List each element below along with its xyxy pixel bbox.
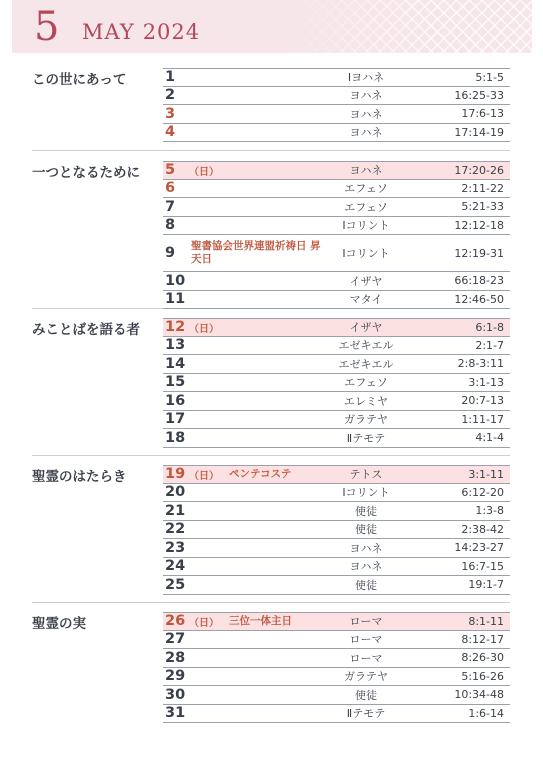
day-number: 11 xyxy=(165,291,186,308)
day-cell xyxy=(163,466,291,483)
day-number: 23 xyxy=(165,539,186,556)
verse-reference: 5:21-33 xyxy=(461,200,504,214)
sunday-marker: （日） xyxy=(189,470,219,482)
reading-row xyxy=(163,576,510,595)
verse-reference: 3:1-11 xyxy=(468,467,504,481)
day-number: 8 xyxy=(165,217,176,234)
book-name: マタイ xyxy=(349,293,383,307)
book-name: エゼキエル xyxy=(338,357,394,371)
day-number: 22 xyxy=(165,521,186,538)
day-number: 13 xyxy=(165,337,186,354)
day-cell xyxy=(163,69,187,86)
reading-row xyxy=(163,198,510,217)
day-cell xyxy=(163,87,187,105)
event-label: 聖書協会世界連盟祈祷日 昇天日 xyxy=(191,240,321,265)
verse-reference: 1:3-8 xyxy=(475,504,504,518)
section-divider xyxy=(32,150,510,151)
verse-reference: 6:1-8 xyxy=(475,320,504,334)
sunday-marker: （日） xyxy=(189,617,219,629)
book-name: エフェソ xyxy=(344,182,388,196)
day-number: 20 xyxy=(165,484,186,501)
verse-reference: 17:14-19 xyxy=(454,125,504,139)
reading-list xyxy=(163,68,510,142)
week-theme: 聖霊の実 xyxy=(32,616,86,632)
reading-row xyxy=(163,161,510,180)
verse-reference: 5:1-5 xyxy=(475,70,504,84)
week-theme: みことばを語る者 xyxy=(32,322,140,338)
event-label: ペンテコステ xyxy=(229,467,292,480)
reading-row xyxy=(163,521,510,540)
day-number: 10 xyxy=(165,272,186,289)
reading-row xyxy=(163,68,510,87)
header-pattern xyxy=(292,0,532,53)
book-name: エゼキエル xyxy=(338,339,394,353)
book-name: エフェソ xyxy=(344,200,388,214)
day-number: 14 xyxy=(165,355,186,372)
verse-reference: 12:12-18 xyxy=(454,218,504,232)
week-theme: 聖霊のはたらき xyxy=(32,469,127,485)
book-name: 使徒 xyxy=(355,523,377,537)
day-cell xyxy=(163,649,187,667)
day-number: 18 xyxy=(165,429,186,446)
day-cell xyxy=(163,539,187,557)
book-name: ローマ xyxy=(349,651,383,665)
reading-row xyxy=(163,180,510,199)
book-name: 使徒 xyxy=(355,688,377,702)
verse-reference: 3:1-13 xyxy=(468,375,504,389)
day-cell xyxy=(163,576,187,594)
reading-row xyxy=(163,272,510,291)
book-name: Ⅰコリント xyxy=(342,219,390,233)
day-cell xyxy=(163,429,187,447)
day-cell xyxy=(163,180,187,198)
reading-row xyxy=(163,87,510,106)
day-number: 27 xyxy=(165,631,186,648)
verse-reference: 19:1-7 xyxy=(468,578,504,592)
reading-row xyxy=(163,686,510,705)
reading-row xyxy=(163,668,510,687)
book-name: ローマ xyxy=(349,615,383,629)
reading-row xyxy=(163,631,510,650)
book-name: ヨハネ xyxy=(349,126,383,140)
book-name: テトス xyxy=(349,468,383,482)
month-header xyxy=(12,0,532,53)
day-cell xyxy=(163,705,187,723)
book-name: ガラテヤ xyxy=(344,670,388,684)
book-name: 使徒 xyxy=(355,504,377,518)
reading-row xyxy=(163,337,510,356)
verse-reference: 2:38-42 xyxy=(461,522,504,536)
book-name: エフェソ xyxy=(344,376,388,390)
verse-reference: 6:12-20 xyxy=(461,485,504,499)
day-number: 29 xyxy=(165,668,186,685)
book-name: Ⅰコリント xyxy=(342,486,390,500)
day-cell xyxy=(163,558,187,576)
verse-reference: 2:1-7 xyxy=(475,338,504,352)
reading-row xyxy=(163,649,510,668)
reading-row xyxy=(163,291,510,310)
day-number: 17 xyxy=(165,411,186,428)
week-theme: 一つとなるために xyxy=(32,165,140,181)
day-number: 4 xyxy=(165,124,176,141)
reading-row xyxy=(163,392,510,411)
verse-reference: 4:1-4 xyxy=(475,431,504,445)
day-cell xyxy=(163,198,187,216)
reading-row xyxy=(163,355,510,374)
reading-row xyxy=(163,318,510,337)
reading-list xyxy=(163,465,510,595)
book-name: ヨハネ xyxy=(349,164,383,178)
day-cell xyxy=(163,355,187,373)
verse-reference: 8:12-17 xyxy=(461,632,504,646)
year: 2024 xyxy=(142,20,201,44)
reading-row xyxy=(163,558,510,577)
reading-row xyxy=(163,235,510,272)
month-name: MAY xyxy=(82,20,135,44)
day-cell xyxy=(163,162,219,179)
reading-row xyxy=(163,217,510,236)
reading-row xyxy=(163,705,510,724)
verse-reference: 12:46-50 xyxy=(454,292,504,306)
day-cell xyxy=(163,105,187,123)
reading-row xyxy=(163,484,510,503)
day-cell xyxy=(163,235,331,271)
book-name: ヨハネ xyxy=(349,89,383,103)
reading-row xyxy=(163,539,510,558)
day-cell xyxy=(163,521,187,539)
book-name: ヨハネ xyxy=(349,107,383,121)
book-name: Ⅱテモテ xyxy=(346,431,386,445)
verse-reference: 17:20-26 xyxy=(454,163,504,177)
verse-reference: 16:25-33 xyxy=(454,88,504,102)
reading-row xyxy=(163,105,510,124)
day-number: 30 xyxy=(165,686,186,703)
reading-row xyxy=(163,429,510,448)
week-theme: この世にあって xyxy=(32,72,127,88)
day-cell xyxy=(163,319,219,336)
day-number: 16 xyxy=(165,392,186,409)
reading-row xyxy=(163,411,510,430)
book-name: ヨハネ xyxy=(349,560,383,574)
verse-reference: 12:19-31 xyxy=(454,246,504,260)
book-name: ガラテヤ xyxy=(344,413,388,427)
reading-list xyxy=(163,318,510,448)
book-name: エレミヤ xyxy=(344,394,388,408)
reading-row xyxy=(163,374,510,393)
day-number: 2 xyxy=(165,87,176,104)
day-cell xyxy=(163,392,187,410)
day-number: 25 xyxy=(165,576,186,593)
day-number: 19 xyxy=(165,466,186,483)
book-name: イザヤ xyxy=(349,321,383,335)
book-name: Ⅱテモテ xyxy=(346,707,386,721)
verse-reference: 8:1-11 xyxy=(468,614,504,628)
verse-reference: 2:8-3:11 xyxy=(457,357,504,371)
day-number: 26 xyxy=(165,613,186,630)
day-number: 5 xyxy=(165,162,176,179)
day-number: 7 xyxy=(165,198,176,215)
day-number: 9 xyxy=(165,245,176,261)
day-number: 28 xyxy=(165,649,186,666)
sunday-marker: （日） xyxy=(189,323,219,335)
day-cell xyxy=(163,613,292,630)
verse-reference: 14:23-27 xyxy=(454,541,504,555)
verse-reference: 17:6-13 xyxy=(461,107,504,121)
reading-list xyxy=(163,161,510,309)
reading-row xyxy=(163,124,510,143)
day-number: 24 xyxy=(165,558,186,575)
day-cell xyxy=(163,484,187,502)
day-number: 21 xyxy=(165,502,186,519)
verse-reference: 1:11-17 xyxy=(461,412,504,426)
day-cell xyxy=(163,686,187,704)
day-number: 1 xyxy=(165,69,176,86)
book-name: ヨハネ xyxy=(349,541,383,555)
day-number: 3 xyxy=(165,105,176,122)
book-name: ローマ xyxy=(349,633,383,647)
sunday-marker: （日） xyxy=(189,166,219,178)
verse-reference: 1:6-14 xyxy=(468,706,504,720)
day-cell xyxy=(163,374,187,392)
verse-reference: 8:26-30 xyxy=(461,651,504,665)
day-number: 12 xyxy=(165,319,186,336)
section-divider xyxy=(32,602,510,603)
month-title xyxy=(82,19,200,45)
day-cell xyxy=(163,272,187,290)
day-cell xyxy=(163,124,187,142)
event-label: 三位一体主日 xyxy=(229,614,292,627)
day-cell xyxy=(163,217,187,235)
section-divider xyxy=(32,455,510,456)
reading-row xyxy=(163,502,510,521)
day-number: 31 xyxy=(165,705,186,722)
book-name: 使徒 xyxy=(355,578,377,592)
day-cell xyxy=(163,502,187,520)
day-number: 15 xyxy=(165,374,186,391)
reading-row xyxy=(163,465,510,484)
day-cell xyxy=(163,337,187,355)
verse-reference: 20:7-13 xyxy=(461,394,504,408)
verse-reference: 5:16-26 xyxy=(461,669,504,683)
reading-list xyxy=(163,612,510,723)
verse-reference: 66:18-23 xyxy=(454,274,504,288)
reading-row xyxy=(163,612,510,631)
verse-reference: 2:11-22 xyxy=(461,181,504,195)
book-name: イザヤ xyxy=(349,274,383,288)
verse-reference: 16:7-15 xyxy=(461,559,504,573)
book-name: Ⅰヨハネ xyxy=(347,71,385,85)
day-cell xyxy=(163,631,187,649)
day-number: 6 xyxy=(165,180,176,197)
day-cell xyxy=(163,668,187,686)
book-name: Ⅰコリント xyxy=(342,247,390,260)
verse-reference: 10:34-48 xyxy=(454,688,504,702)
day-cell xyxy=(163,291,187,309)
day-cell xyxy=(163,411,187,429)
month-number: 5 xyxy=(34,4,60,50)
